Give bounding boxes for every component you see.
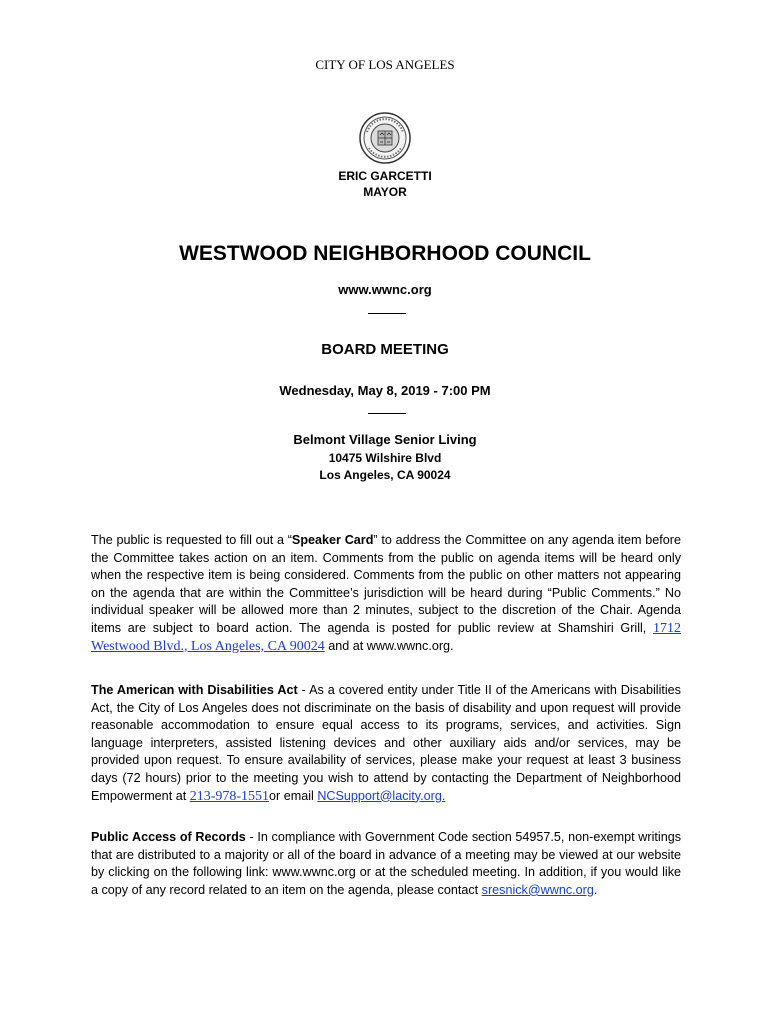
- ncsupport-email-link[interactable]: NCSupport@lacity.org.: [317, 788, 446, 803]
- mayor-block: [0, 168, 770, 200]
- speaker-card-label: Speaker Card: [291, 533, 374, 547]
- phone-link[interactable]: 213-978-1551: [189, 788, 270, 804]
- sresnick-email-link[interactable]: sresnick@wwnc.org: [481, 882, 594, 897]
- meeting-datetime: Wednesday, May 8, 2019 - 7:00 PM: [279, 383, 491, 398]
- records-paragraph: Public Access of Records - In compliance with Government Code section 54957.5, non-exempt writings that are distributed to a majority or all of the board in advance of a meeting may be viewed at our website by clicking on the following link: www.wwnc.org or at the scheduled meeting. In addition, if you would like a copy of any record related to an item on the agenda, please contact sresnick@wwnc.org.: [91, 830, 681, 897]
- records-label: Public Access of Records: [91, 830, 246, 844]
- mayor-name: ERIC GARCETTI: [338, 169, 432, 183]
- venue-city: Los Angeles, CA 90024: [319, 468, 451, 482]
- shamshiri-address-link[interactable]: 1712 Westwood Blvd., Los Angeles, CA 90024: [91, 620, 681, 654]
- divider: [368, 313, 406, 314]
- ada-paragraph: The American with Disabilities Act - As a covered entity under Title II of the Americans with Disabilities Act, the City of Los Angeles does not discriminate on the basis of disability and upon request will provide reasonable accommodation to ensure equal access to its programs, services, and activities. Sign language interpreters, assisted listening devices and other auxiliary aids and/or services, may be provided upon request. To ensure availability of services, please make your request at least 3 business days (72 hours) prior to the meeting you wish to attend by contacting the Department of Neighborhood Empowerment at 213-978-1551or email NCSupport@lacity.org.: [91, 683, 681, 804]
- venue-name: Belmont Village Senior Living: [293, 432, 477, 447]
- council-website: www.wwnc.org: [338, 282, 432, 297]
- city-seal-icon: [359, 112, 411, 164]
- ada-label: The American with Disabilities Act: [91, 683, 298, 697]
- city-name: CITY OF LOS ANGELES: [315, 57, 455, 72]
- speaker-card-paragraph: The public is requested to fill out a “Speaker Card” to address the Committee on any agenda item before the Committee takes action on an item. Comments from the public on agenda items will be heard only when the respective item is being considered. Comments from the public on other matters not appearing on the agenda that are within the Committee’s jurisdiction will be heard during “Public Comments.” No individual speaker will be allowed more than 2 minutes, subject to the discretion of the Chair. Agenda items are subject to board action. The agenda is posted for public review at Shamshiri Grill, 1712 Westwood Blvd., Los Angeles, CA 90024 and at www.wwnc.org.: [91, 533, 681, 654]
- venue-street: 10475 Wilshire Blvd: [328, 451, 442, 465]
- council-title: WESTWOOD NEIGHBORHOOD COUNCIL: [179, 242, 591, 265]
- divider: [368, 413, 406, 414]
- mayor-title: MAYOR: [363, 185, 407, 199]
- meeting-title: BOARD MEETING: [321, 341, 449, 358]
